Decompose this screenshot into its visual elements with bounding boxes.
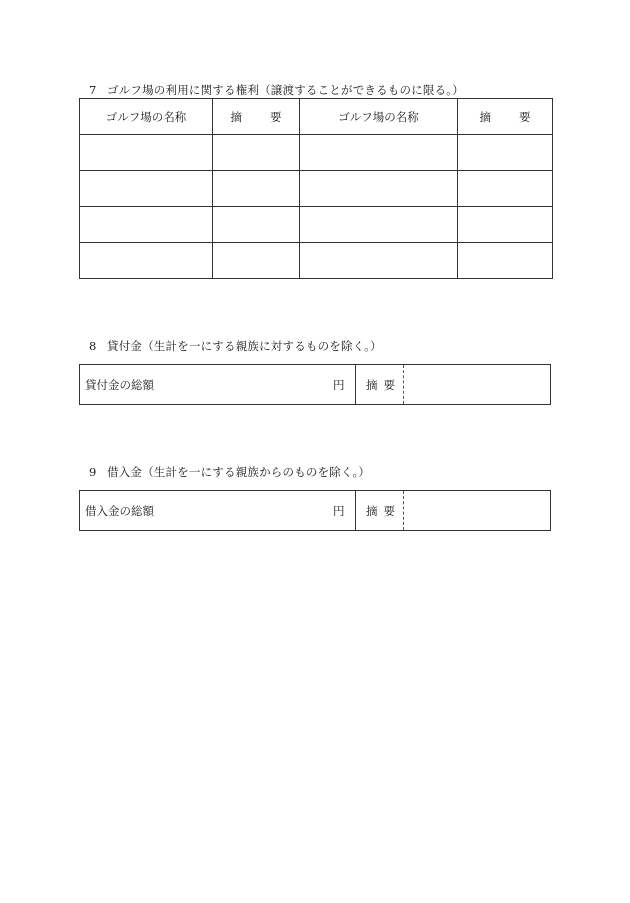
section-title-text: ゴルフ場の利用に関する権利（譲渡することができるものに限る。）: [107, 83, 464, 97]
summary-label-a: 摘: [366, 378, 378, 392]
header-summary-2-a: 摘: [479, 109, 491, 124]
dashed-divider: [403, 365, 404, 404]
section-title-text: 貸付金（生計を一にする親族に対するものを除く。）: [107, 339, 382, 353]
golf-name-cell[interactable]: [300, 135, 458, 171]
summary-label-b: 要: [383, 378, 395, 392]
header-summary-2-b: 要: [519, 109, 531, 124]
summary-cell[interactable]: [213, 207, 300, 243]
summary-cell[interactable]: [458, 135, 553, 171]
golf-name-cell[interactable]: [80, 135, 213, 171]
summary-cell[interactable]: [458, 207, 553, 243]
table-row: [80, 207, 553, 243]
summary-cell[interactable]: [213, 171, 300, 207]
section-title-text: 借入金（生計を一にする親族からのものを除く。）: [107, 465, 371, 479]
summary-label: [366, 377, 395, 393]
header-summary-1-b: 要: [270, 109, 282, 124]
section-8-title: [89, 338, 382, 354]
table-header-row: [80, 99, 553, 135]
golf-name-cell[interactable]: [80, 243, 213, 279]
yen-unit: 円: [333, 504, 345, 518]
table-row: [80, 171, 553, 207]
summary-cell[interactable]: [213, 135, 300, 171]
loans-receivable-total-box: [79, 364, 551, 405]
golf-name-cell[interactable]: [300, 171, 458, 207]
header-summary-1: [213, 99, 300, 135]
summary-cell[interactable]: [458, 171, 553, 207]
summary-label-b: 要: [383, 504, 395, 518]
summary-cell[interactable]: [458, 243, 553, 279]
header-golf-name-1: ゴルフ場の名称: [80, 99, 213, 135]
golf-rights-table: [79, 98, 553, 279]
table-row: [80, 135, 553, 171]
section-number: 9: [89, 465, 97, 479]
section-number: 8: [89, 339, 97, 353]
header-summary-1-a: 摘: [230, 109, 242, 124]
golf-name-cell[interactable]: [80, 171, 213, 207]
section-7-title: [89, 82, 464, 98]
summary-label-a: 摘: [366, 504, 378, 518]
loans-payable-total-box: [79, 490, 551, 531]
header-golf-name-2: ゴルフ場の名称: [300, 99, 458, 135]
total-label: 貸付金の総額: [85, 378, 154, 392]
divider: [355, 491, 356, 530]
section-number: 7: [89, 83, 97, 97]
yen-unit: 円: [333, 378, 345, 392]
summary-cell[interactable]: [213, 243, 300, 279]
section-9-title: [89, 464, 370, 480]
table-row: [80, 243, 553, 279]
golf-name-cell[interactable]: [300, 243, 458, 279]
total-label: 借入金の総額: [85, 504, 154, 518]
golf-name-cell[interactable]: [300, 207, 458, 243]
header-summary-2: [458, 99, 553, 135]
divider: [355, 365, 356, 404]
dashed-divider: [403, 491, 404, 530]
summary-label: [366, 503, 395, 519]
golf-name-cell[interactable]: [80, 207, 213, 243]
